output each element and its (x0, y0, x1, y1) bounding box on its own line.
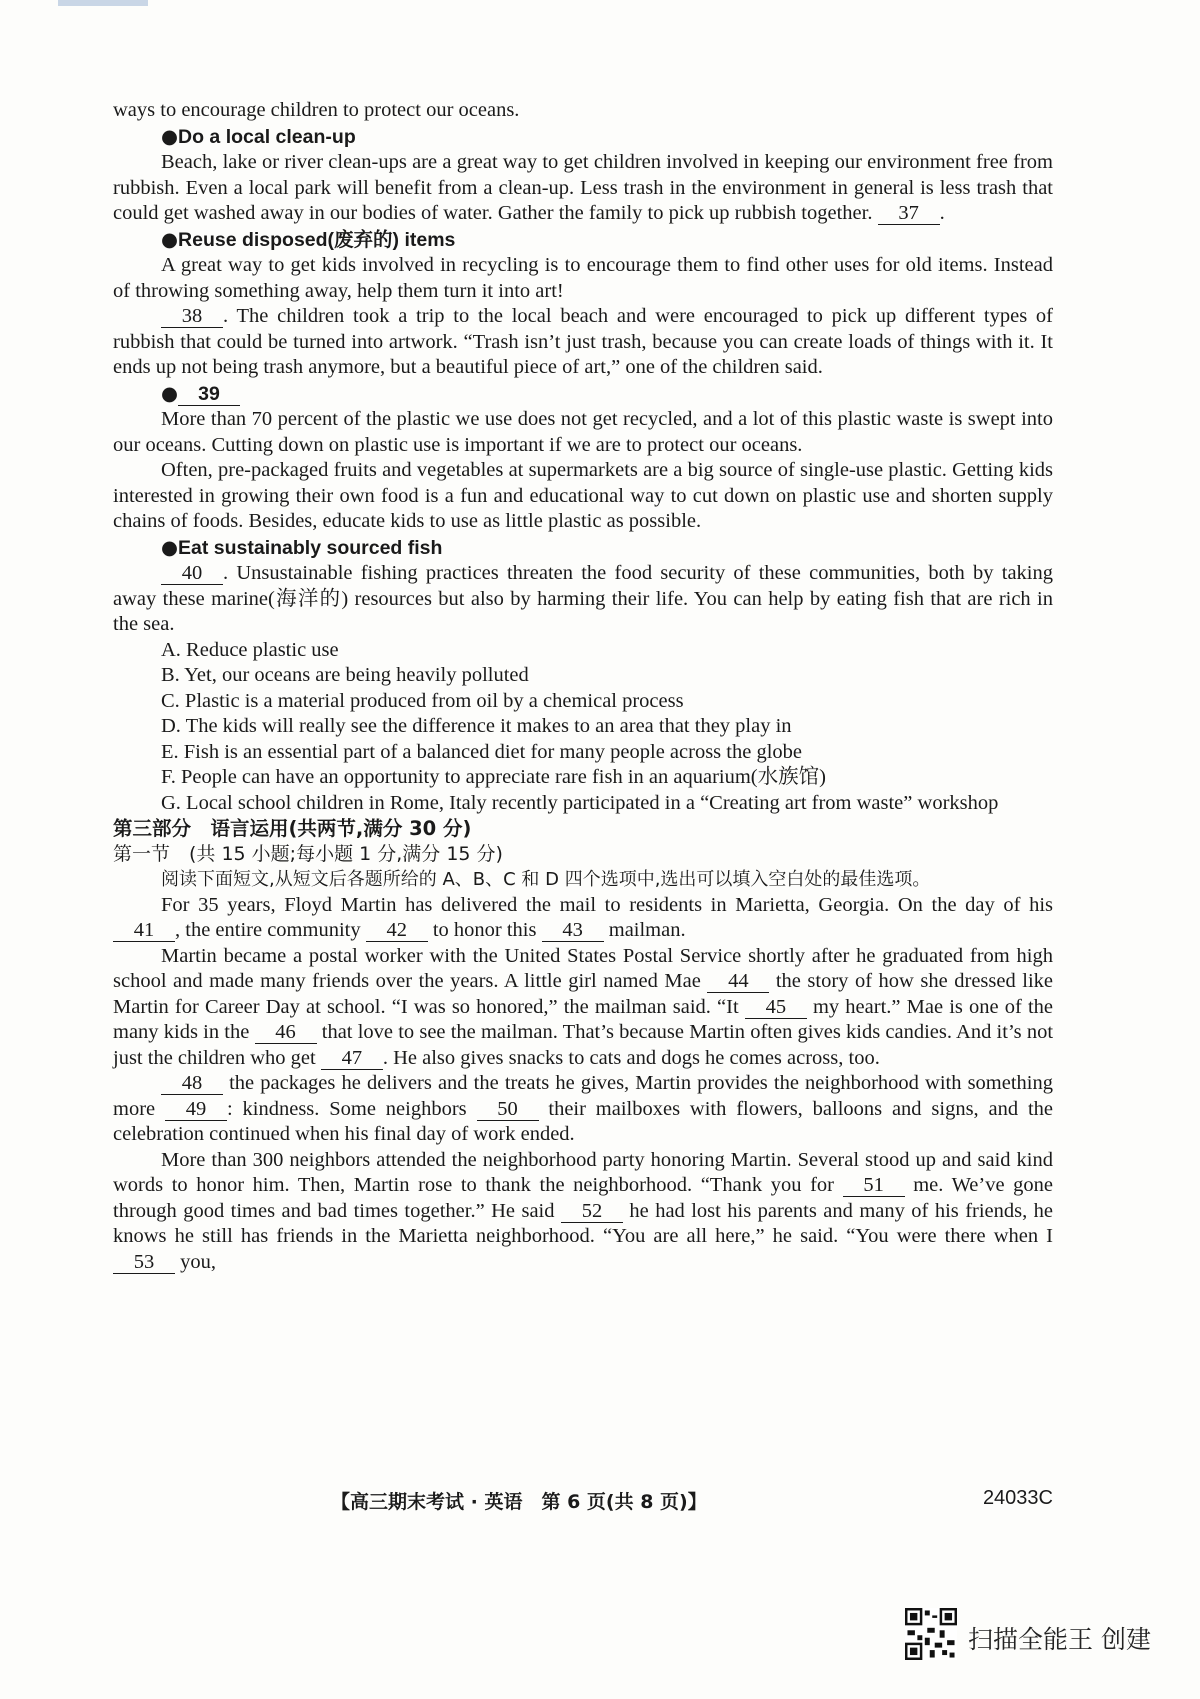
blank-46[interactable]: 46 (255, 1021, 317, 1044)
option-b[interactable]: B. Yet, our oceans are being heavily polluted (161, 664, 529, 686)
blank-41[interactable]: 41 (113, 919, 175, 942)
blank-39[interactable]: 39 (178, 383, 240, 406)
section1-title: 第一节 (共 15 小题;每小题 1 分,满分 15 分) (113, 842, 503, 865)
blank-40[interactable]: 40 (161, 562, 223, 585)
option-list (113, 638, 1053, 817)
blank-52[interactable]: 52 (561, 1200, 623, 1223)
cloze-para-3: 48 the packages he delivers and the treats he gives, Martin provides the neighborhood with something more 49 : kindness. Some neighbors 50 their mailboxes with flowers, balloons and signs, and the celebration continued when his final day of work ended. (113, 1072, 1054, 1145)
watermark-text: 扫描全能王 创建 (968, 1625, 1151, 1654)
heading-reuse: ●Reuse disposed(废弃的) items (161, 227, 456, 251)
option-g[interactable]: G. Local school children in Rome, Italy recently participated in a “Creating art from waste” workshop (161, 791, 999, 814)
blank-48[interactable]: 48 (161, 1072, 223, 1095)
para-packaged: Often, pre-packaged fruits and vegetables at supermarkets are a big source of single-use plastic. Getting kids interested in growing their own food is a fun and educational way to cut down on plastic use and shorten supply chains of foods. Besides, educate kids to use as little plastic as possible. (113, 459, 1053, 532)
blank-53[interactable]: 53 (113, 1251, 175, 1274)
heading-clean-up: ●Do a local clean-up (161, 124, 356, 148)
para-reuse: A great way to get kids involved in recycling is to encourage them to find other uses for old items. Instead of throwing something away, help them turn it into art! (113, 254, 1053, 302)
blank-43[interactable]: 43 (542, 919, 604, 942)
bullet-icon: ● (161, 381, 179, 405)
intro-tail: ways to encourage children to protect our oceans. (113, 99, 520, 121)
bullet-icon: ● (161, 124, 179, 148)
instruction: 阅读下面短文,从短文后各题所给的 A、B、C 和 D 四个选项中,选出可以填入空白处的最佳选项。 (161, 869, 931, 890)
option-c[interactable]: C. Plastic is a material produced from oil by a chemical process (161, 689, 684, 712)
blank-51[interactable]: 51 (843, 1174, 905, 1197)
blank-50[interactable]: 50 (477, 1098, 539, 1121)
cloze-para-1: For 35 years, Floyd Martin has delivered the mail to residents in Marietta, Georgia. On the day of his 41 , the entire community 42 to honor this 43 mailman. (113, 893, 1053, 944)
blank-42[interactable]: 42 (366, 919, 428, 942)
para-art: 38 . The children took a trip to the local beach and were encouraged to pick up different types of rubbish that could be turned into artwork. “Trash isn’t just trash, because you can create loads of things with it. It ends up not being trash anymore, but a beautiful piece of art,” one of the children said. (113, 305, 1053, 378)
option-e[interactable]: E. Fish is an essential part of a balanced diet for many people across the globe (161, 740, 802, 763)
scan-edge-mark (58, 0, 148, 6)
option-a[interactable]: A. Reduce plastic use (161, 638, 339, 661)
blank-45[interactable]: 45 (745, 996, 807, 1019)
qr-code-icon (905, 1608, 957, 1660)
scanner-watermark (905, 1608, 1185, 1662)
bullet-icon: ● (161, 227, 179, 251)
option-d[interactable]: D. The kids will really see the difference it makes to an area that they play in (161, 715, 792, 737)
blank-47[interactable]: 47 (321, 1047, 383, 1070)
para-fish: 40 . Unsustainable fishing practices threaten the food security of these communities, both by taking away these marine(海洋的) resources but also by harming their life. You can help by eating fish that are rich in the sea. (113, 562, 1053, 635)
blank-49[interactable]: 49 (165, 1098, 227, 1121)
para-clean-up: Beach, lake or river clean-ups are a great way to get children involved in keeping our environment free from rubbish. Even a local park will benefit from a clean-up. Less trash in the environment in general is less trash that could get washed away in our bodies of water. Gather the family to pick up rubbish together. 37 . (113, 151, 1053, 224)
bullet-icon: ● (161, 535, 179, 559)
cloze-para-2: Martin became a postal worker with the United States Postal Service shortly after he graduated from high school and made many friends over the years. A little girl named Mae 44 the story of how she dressed like Martin for Career Day at school. “I was so honored,” the mailman said. “It 45 my heart.” Mae is one of the many kids in the 46 that love to see the mailman. That’s because Martin often gives kids candies. And it’s not just the children who get 47 . He also gives snacks to cats and dogs he comes across, too. (113, 944, 1054, 1069)
cloze-para-4: More than 300 neighbors attended the neighborhood party honoring Martin. Several stood up and said kind words to honor him. Then, Martin rose to thank the neighborhood. “Thank you for 51 me. We’ve gone through good times and bad times together.” He said 52 he had lost his parents and many of his friends, he knows he still has friends in the Marietta neighborhood. “You are all here,” he said. “You were there when I 53 you, (113, 1148, 1054, 1273)
footer-title: 【高三期末考试 · 英语 第 6 页(共 8 页)】 (331, 1491, 707, 1513)
exam-page (113, 98, 1053, 1275)
blank-44[interactable]: 44 (707, 970, 769, 993)
heading-39 (113, 381, 1053, 408)
option-f[interactable]: F. People can have an opportunity to appreciate rare fish in an aquarium(水族馆) (161, 766, 826, 788)
heading-fish: ●Eat sustainably sourced fish (161, 535, 443, 559)
para-plastic: More than 70 percent of the plastic we use does not get recycled, and a lot of this plastic waste is swept into our oceans. Cutting down on plastic use is important if we are to protect our oceans. (113, 408, 1053, 456)
paper-code: 24033C (982, 1487, 1053, 1509)
page-footer (113, 1487, 1053, 1517)
part3-title: 第三部分 语言运用(共两节,满分 30 分) (113, 817, 472, 840)
blank-37[interactable]: 37 (878, 202, 940, 225)
blank-38[interactable]: 38 (161, 305, 223, 328)
